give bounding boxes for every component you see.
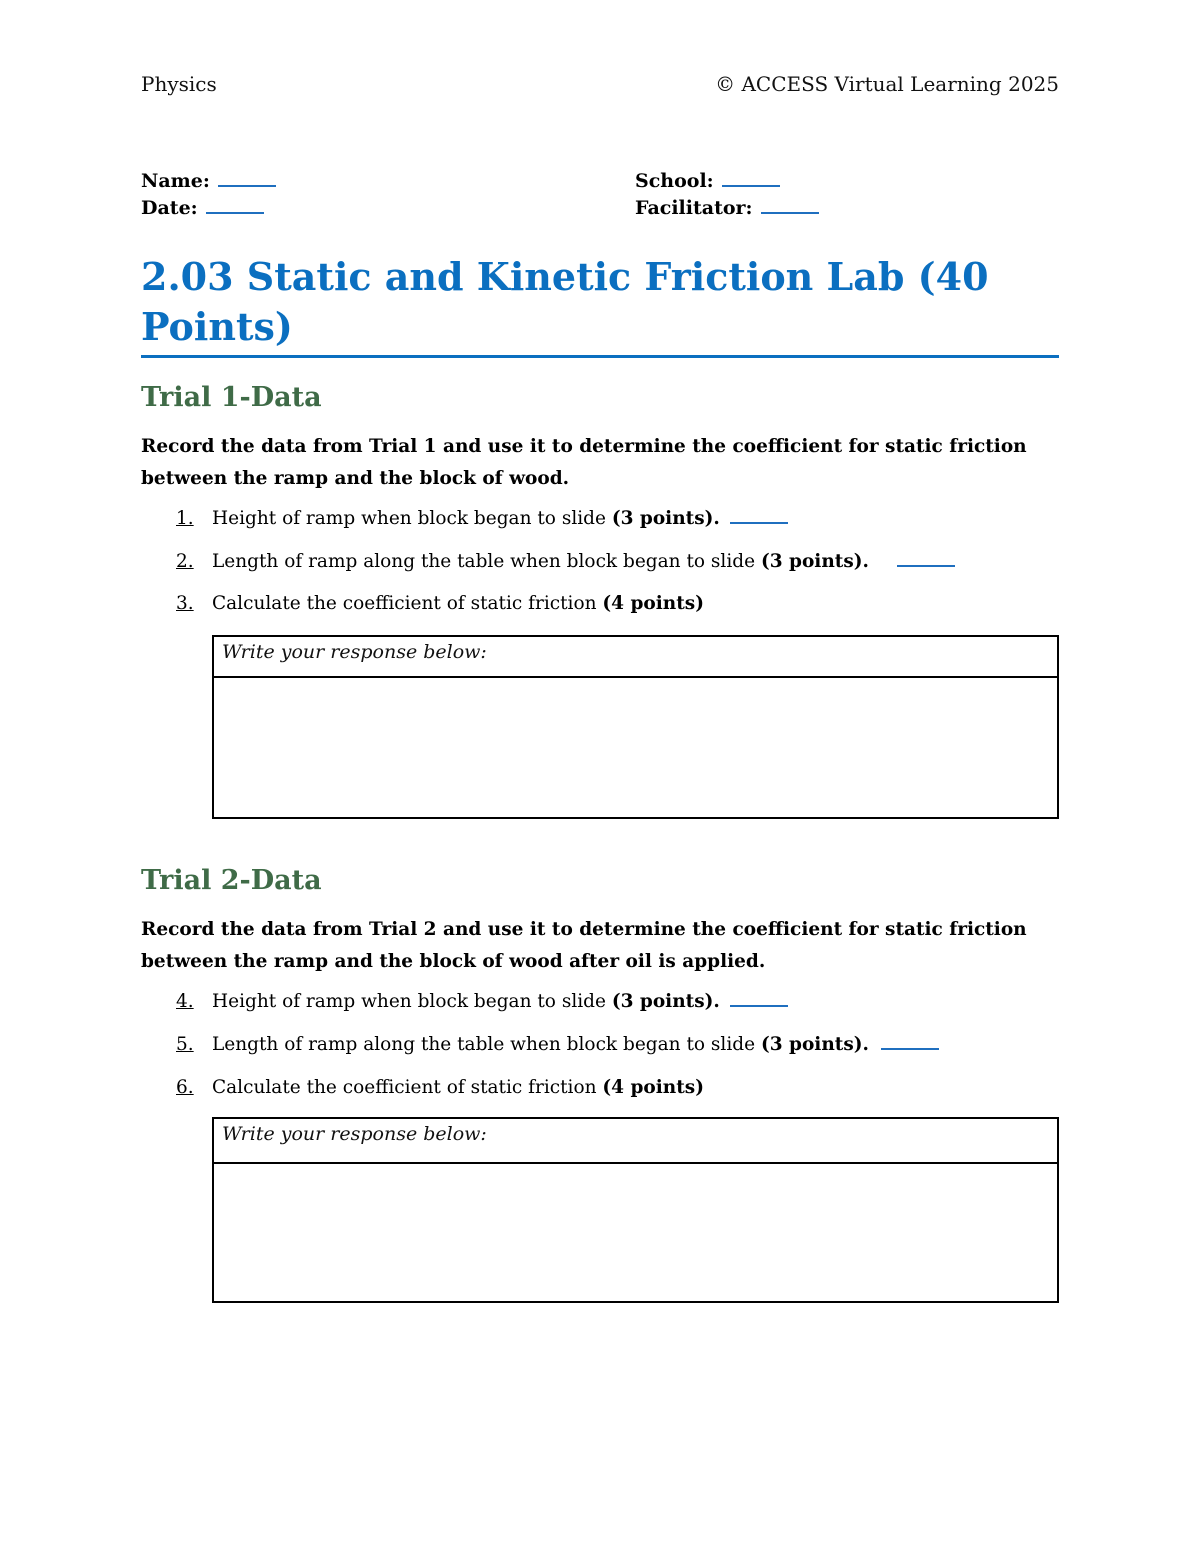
trial1-heading: Trial 1-Data xyxy=(141,382,322,413)
facilitator-label: Facilitator: xyxy=(635,197,753,219)
facilitator-blank[interactable] xyxy=(761,212,819,214)
item-number: 6. xyxy=(176,1077,194,1098)
item-text: Length of ramp along the table when block began to slide xyxy=(212,551,756,572)
trial2-item-6 xyxy=(176,1077,704,1098)
item-number: 3. xyxy=(176,593,194,614)
name-blank[interactable] xyxy=(218,185,276,187)
trial2-heading: Trial 2-Data xyxy=(141,865,322,896)
date-blank[interactable] xyxy=(206,212,264,214)
trial1-intro: Record the data from Trial 1 and use it to determine the coefficient for static friction between the ramp and the block of wood. xyxy=(141,436,1027,489)
trial1-item-2 xyxy=(176,551,955,572)
item-points: (4 points) xyxy=(602,1077,704,1098)
date-field xyxy=(141,197,264,219)
trial1-response-box xyxy=(212,635,1059,819)
item-text: Calculate the coefficient of static friction xyxy=(212,593,597,614)
response-label: Write your response below: xyxy=(214,1119,1057,1164)
item-text: Height of ramp when block began to slide xyxy=(212,991,606,1012)
name-field xyxy=(141,170,276,192)
title-divider xyxy=(141,355,1059,358)
answer-blank-2[interactable] xyxy=(897,565,955,567)
answer-blank-1[interactable] xyxy=(730,522,788,524)
school-blank[interactable] xyxy=(722,185,780,187)
trial2-item-5 xyxy=(176,1034,939,1055)
trial1-response-area[interactable] xyxy=(214,678,1057,817)
answer-blank-4[interactable] xyxy=(730,1005,788,1007)
school-label: School: xyxy=(635,170,714,192)
item-number: 2. xyxy=(176,551,194,572)
trial2-intro: Record the data from Trial 2 and use it to determine the coefficient for static friction between the ramp and the block of wood after oil is applied. xyxy=(141,919,1027,972)
header-subject: Physics xyxy=(141,72,217,96)
item-number: 1. xyxy=(176,508,194,529)
item-points: (4 points) xyxy=(602,593,704,614)
school-field xyxy=(635,170,780,192)
answer-blank-5[interactable] xyxy=(881,1048,939,1050)
trial2-response-area[interactable] xyxy=(214,1164,1057,1301)
trial2-item-4 xyxy=(176,991,788,1012)
item-points: (3 points). xyxy=(760,1034,869,1055)
item-number: 5. xyxy=(176,1034,194,1055)
item-points: (3 points). xyxy=(611,508,720,529)
item-text: Length of ramp along the table when block began to slide xyxy=(212,1034,756,1055)
response-label: Write your response below: xyxy=(214,637,1057,678)
item-text: Calculate the coefficient of static friction xyxy=(212,1077,597,1098)
item-number: 4. xyxy=(176,991,194,1012)
header-copyright: © ACCESS Virtual Learning 2025 xyxy=(715,72,1059,96)
item-text: Height of ramp when block began to slide xyxy=(212,508,606,529)
page-title: 2.03 Static and Kinetic Friction Lab (40 Points) xyxy=(141,254,989,349)
trial1-item-1 xyxy=(176,508,788,529)
name-label: Name: xyxy=(141,170,210,192)
item-points: (3 points). xyxy=(760,551,869,572)
trial1-item-3 xyxy=(176,593,704,614)
facilitator-field xyxy=(635,197,819,219)
date-label: Date: xyxy=(141,197,198,219)
item-points: (3 points). xyxy=(611,991,720,1012)
trial2-response-box xyxy=(212,1117,1059,1303)
